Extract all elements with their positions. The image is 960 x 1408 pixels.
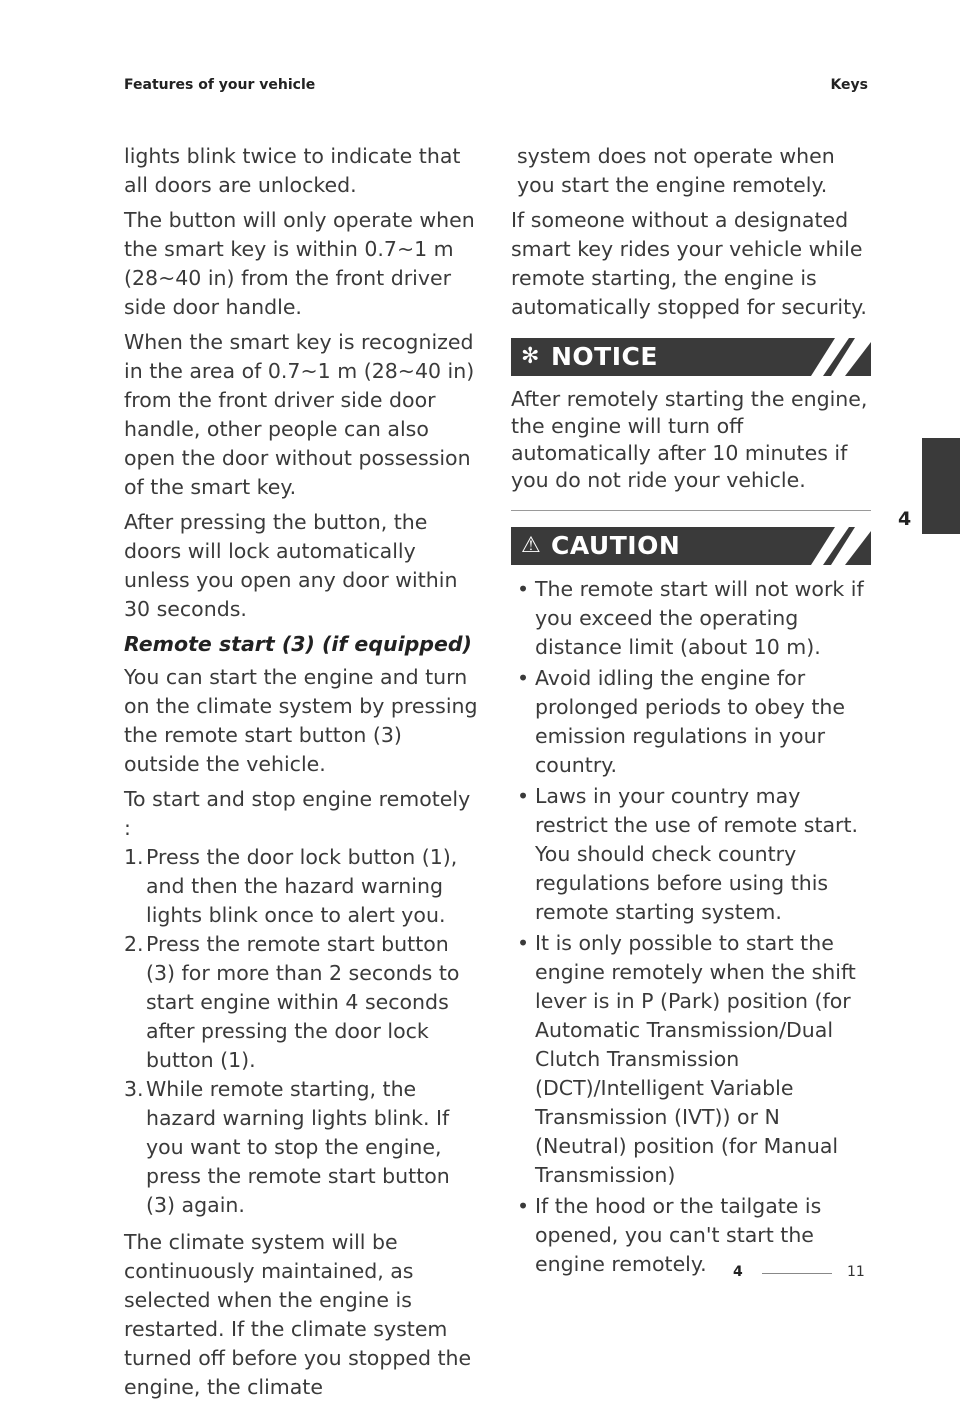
notice-title: NOTICE [551, 342, 658, 371]
paragraph: When the smart key is recognized in the area of 0.7~1 m (28~40 in) from the front driver side door handle, other people can also open the door without possession of the smart key. [124, 330, 475, 499]
caution-text: Avoid idling the engine for prolonged periods to obey the emission regulations in your country. [535, 666, 845, 777]
step-number: 3. [124, 1077, 144, 1101]
footer-chapter: 4 [733, 1264, 743, 1280]
caution-banner [511, 527, 871, 565]
paragraph: lights blink twice to indicate that all doors are unlocked. [124, 144, 461, 197]
step-text: Press the remote start button (3) for more than 2 seconds to start engine within 4 seconds after pressing the door lock button (1). [146, 932, 460, 1072]
list-item [124, 843, 480, 930]
caution-text: The remote start will not work if you exceed the operating distance limit (about 10 m). [535, 577, 864, 659]
step-text: While remote starting, the hazard warning lights blink. If you want to stop the engine, press the remote start button (3) again. [146, 1077, 450, 1217]
list-item [511, 1192, 871, 1279]
left-column [124, 142, 480, 1408]
notice-banner [511, 338, 871, 376]
list-item [124, 930, 480, 1075]
step-number: 1. [124, 845, 144, 869]
list-item [511, 664, 871, 780]
chapter-tab [922, 438, 960, 534]
slash-decoration-icon [811, 527, 871, 565]
footer-page-number: 11 [847, 1264, 865, 1280]
step-text: Press the door lock button (1), and then the hazard warning lights blink once to alert you. [146, 845, 458, 927]
bullet-icon: • [517, 784, 530, 808]
caution-list [511, 575, 871, 1279]
list-item [511, 575, 871, 662]
asterisk-icon: ✻ [521, 344, 540, 369]
paragraph: The climate system will be continuously maintained, as selected when the engine is restarted. If the climate system turned off before you stopped the engine, the climate [124, 1230, 472, 1399]
bullet-icon: • [517, 1194, 530, 1218]
paragraph: To start and stop engine remotely : [124, 787, 471, 840]
step-number: 2. [124, 932, 144, 956]
caution-text: Laws in your country may restrict the use of remote start. You should check country regulations before using this remote starting system. [535, 784, 859, 924]
subheading-remote-start: Remote start (3) (if equipped) [124, 632, 472, 656]
caution-text: If the hood or the tailgate is opened, you can't start the engine remotely. [535, 1194, 822, 1276]
bullet-icon: • [517, 577, 530, 601]
paragraph: After pressing the button, the doors will lock automatically unless you open any door within 30 seconds. [124, 510, 458, 621]
bullet-icon: • [517, 931, 530, 955]
paragraph: system does not operate when you start the engine remotely. [517, 144, 835, 197]
paragraph: You can start the engine and turn on the climate system by pressing the remote start button (3) outside the vehicle. [124, 665, 478, 776]
running-header-section: Features of your vehicle [124, 77, 316, 93]
slash-decoration-icon [811, 338, 871, 376]
warning-triangle-icon: ⚠ [521, 533, 541, 558]
paragraph: If someone without a designated smart key rides your vehicle while remote starting, the engine is automatically stopped for security. [511, 208, 867, 319]
list-item [511, 782, 871, 927]
caution-text: It is only possible to start the engine remotely when the shift lever is in P (Park) position (for Automatic Transmission/Dual Clutch Transmission (DCT)/Intelligent Variable Transmission (IVT)) or N (Neutral) position (for Manual Transmission) [535, 931, 856, 1187]
notice-body: After remotely starting the engine, the engine will turn off automatically after 10 minutes if you do not ride your vehicle. [511, 386, 871, 511]
steps-list [124, 843, 480, 1220]
chapter-tab-number: 4 [898, 508, 912, 530]
caution-title: CAUTION [551, 531, 681, 560]
running-header-topic: Keys [830, 77, 868, 93]
right-column [511, 142, 871, 1281]
list-item [124, 1075, 480, 1220]
list-item [511, 929, 871, 1190]
footer-divider [762, 1273, 832, 1274]
bullet-icon: • [517, 666, 530, 690]
paragraph: The button will only operate when the smart key is within 0.7~1 m (28~40 in) from the front driver side door handle. [124, 208, 475, 319]
